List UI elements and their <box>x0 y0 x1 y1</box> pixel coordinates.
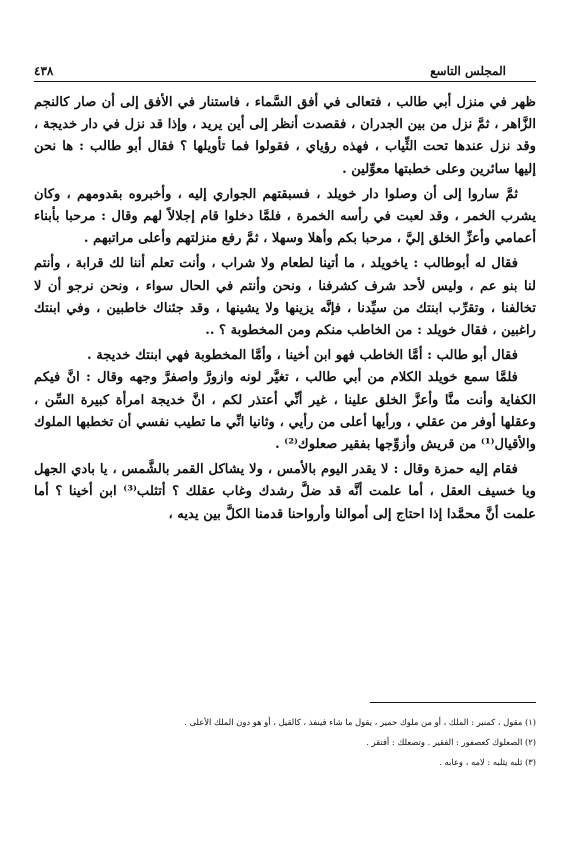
paragraph: ظهر في منزل أبي طالب ، فتعالى في أفق السَّماء ، فاستنار في الأفق إلى أن صار كالنجم الزَّاهر ، ثمَّ نزل من بين الجدران ، فقصدت أنظر إلى أين يريد ، وإذا قد نزل في دار خديجة ، وقد نزل عندها تحت الثِّياب ، فهذه رؤياي ، فقولوا فما تأويلها ؟ فقال أبو طالب : ها نحن إليها سائرين وعلى خطبتها معوِّلين . <box>34 95 536 177</box>
footnote: (٢) الصعلوك كعصفور : الفقير . وتصعلك : أفتقر . <box>366 737 536 747</box>
footnotes <box>34 712 536 772</box>
page-number: ٤٣٨ <box>34 64 54 78</box>
header-rule <box>34 81 536 82</box>
paragraph: ثمَّ ساروا إلى أن وصلوا دار خويلد ، فسبقتهم الجواري إليه ، وأخبروه بقدومهم ، وكان يشرب الخمر ، وقد لعبت في رأسه الخمرة ، فلمَّا دخلوا قام إجلالاً لهم وقال : مرحبا بأبناء أعمامي وأعزِّ الخلق إليَّ ، مرحبا بكم وأهلا وسهلا ، ثمَّ رفع منزلتهم وأعلى مراتبهم . <box>34 186 536 247</box>
paragraph: فقام إليه حمزة وقال : لا يقدر اليوم بالأمس ، ولا يشاكل القمر بالشَّمس ، يا بادي الجهل ويا خسيف العقل ، أما علمت أنَّه قد ضلَّ رشدك وغاب عقلك ؟ أتثلب⁽³⁾ ابن أخينا ؟ أما علمت أنَّ محمَّدا إذا احتاج إلى أموالنا وأرواحنا قدمنا الكلَّ بين يديه ، <box>34 462 536 522</box>
footnote: (٣) ثلبه يثلبه : لامه ، وعابه . <box>439 757 536 767</box>
paragraph: فقال أبو طالب : أمَّا الخاطب فهو ابن أخينا ، وأمَّا المخطوبة فهي ابنتك خديجة . <box>87 348 518 364</box>
footnote: (١) مقول ، كمنبر : الملك ، أو من ملوك حمير ، يقول ما شاء فينفذ ، كالقيل ، أو هو دون الملك الأعلى . <box>184 717 536 727</box>
chapter-title: المجلس التاسع <box>430 64 506 78</box>
paragraph: فلمَّا سمع خويلد الكلام من أبي طالب ، تغيَّر لونه وازورَّ واصفرَّ وجهه وقال : انَّ فيكم الكفاية وأنت منَّا وأعزَّ الخلق علينا ، غير أنِّي أعتذر لكم ، انَّ خديجة امرأة كبيرة السِّن ، وعقلها أوفر من عقلي ، ورأيها أعلى من رأيي ، وثانيا انِّي ما تطيب نفسي أن تخطبها الملوك والأقيال⁽¹⁾ من قريش وأزوِّجها بفقير صعلوك⁽²⁾ . <box>34 370 536 453</box>
paragraph: فقال له أبوطالب : ياخويلد ، ما أتينا لطعام ولا شراب ، وأنت تعلم أننا لك قرابة ، وأنتم لنا بنو عم ، وليس لأحد شرف كشرفنا ، ونحن وأنتم في الحال سواء ، ونحن نرجو أن لا تخالفنا ، وتقرِّب ابنتك من سيِّدنا ، فإنَّه يزينها ولا يشينها ، وقد جئناك خاطبين ، وفي ابنتك راغبين ، فقال خويلد : من الخاطب منكم ومن المخطوبة ؟ .. <box>34 256 536 339</box>
page-header <box>34 62 536 80</box>
footnote-rule <box>370 702 536 703</box>
body-text <box>34 92 536 526</box>
